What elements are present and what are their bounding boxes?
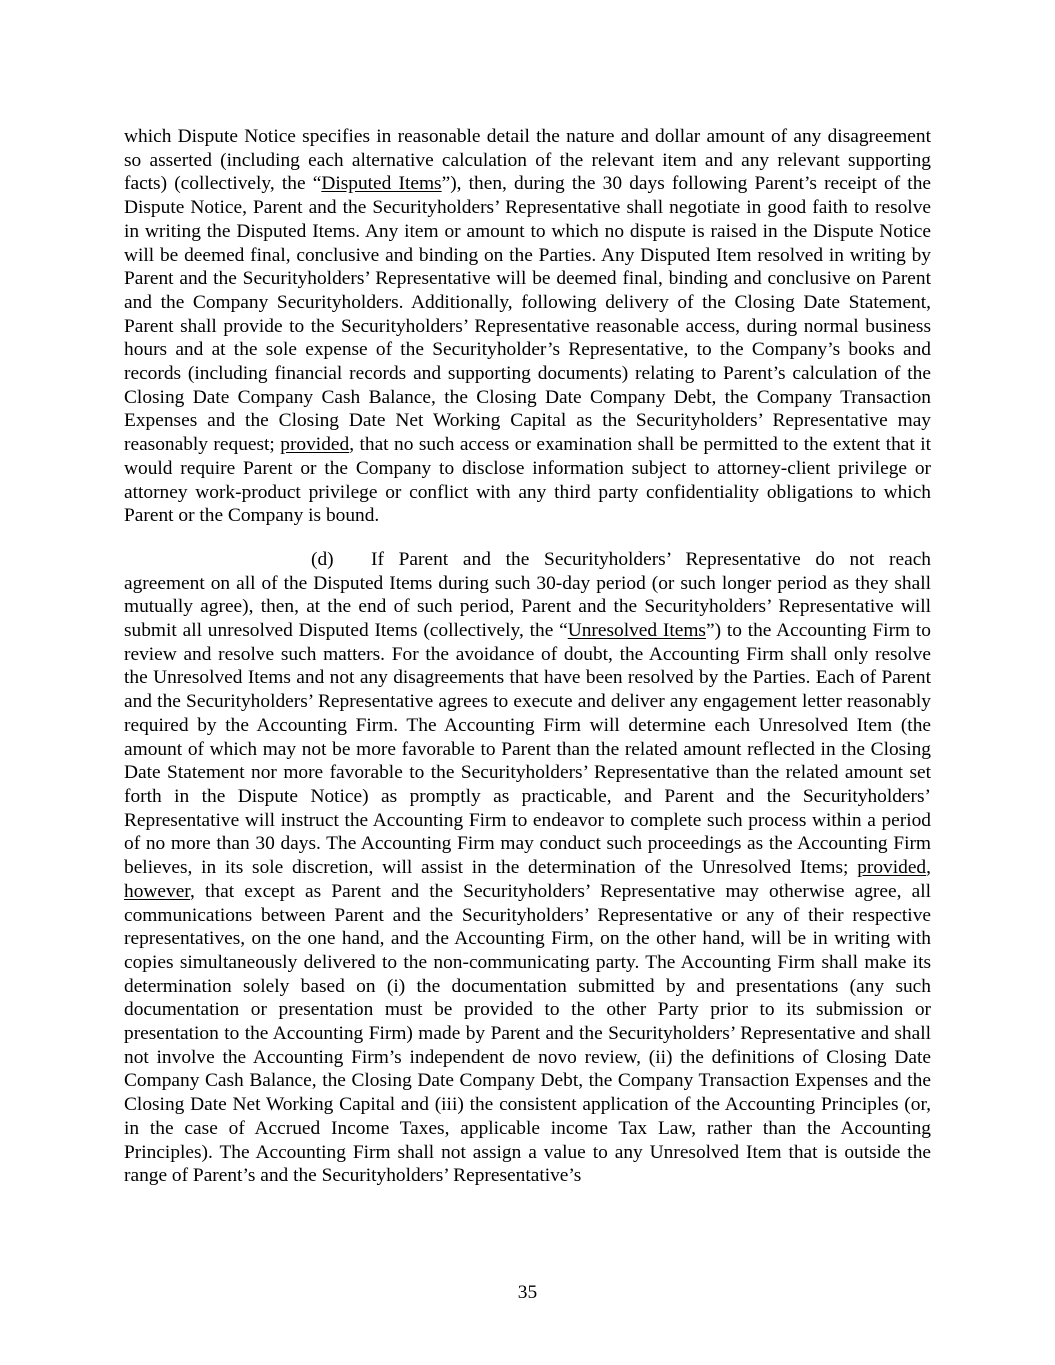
defined-term-unresolved-items: Unresolved Items <box>567 620 706 642</box>
paragraph-d-text-3: , <box>926 857 931 879</box>
paragraph-d-marker: (d) <box>311 548 334 570</box>
defined-term-disputed-items: Disputed Items <box>321 173 442 195</box>
paragraph-c-continuation <box>124 125 931 528</box>
paragraph-d-text-1: If Parent and the Securityholders’ Representative do not reach agreement on all of the Disputed Items during such 30-day period (or such longer period as they shall mutually agree), then, at the end of such period, Parent and the Securityholders’ Representative will submit all unresolved Disputed Items (collectively, the “ <box>124 548 931 642</box>
term-however: however <box>124 880 190 902</box>
paragraph-c-text-1: which Dispute Notice specifies in reasonable detail the nature and dollar amount of any disagreement so asserted (including each alternative calculation of the relevant item and any relevant supporting facts) (collectively, the “ <box>124 126 931 195</box>
document-page <box>124 125 931 1188</box>
paragraph-d <box>124 548 931 1188</box>
paragraph-d-text-2: ”) to the Accounting Firm to review and resolve such matters. For the avoidance of doubt, the Accounting Firm shall only resolve the Unresolved Items and not any disagreements that have been resolved by the Parties. Each of Parent and the Securityholders’ Representative agrees to execute and deliver any engagement letter reasonably required by the Accounting Firm. The Accounting Firm will determine each Unresolved Item (the amount of which may not be more favorable to Parent than the related amount reflected in the Closing Date Statement nor more favorable to the Securityholders’ Representative than the related amount set forth in the Dispute Notice) as promptly as practicable, and Parent and the Securityholders’ Representative will instruct the Accounting Firm to endeavor to complete such process within a period of no more than 30 days. The Accounting Firm may conduct such proceedings as the Accounting Firm believes, in its sole discretion, will assist in the determination of the Unresolved Items; <box>124 620 931 879</box>
term-provided: provided <box>857 857 927 879</box>
term-provided: provided <box>280 434 350 456</box>
paragraph-c-text-2: ”), then, during the 30 days following Parent’s receipt of the Dispute Notice, Parent and the Securityholders’ Representative shall negotiate in good faith to resolve in writing the Disputed Items. Any item or amount to which no dispute is raised in the Dispute Notice will be deemed final, conclusive and binding on the Parties. Any Disputed Item resolved in writing by Parent and the Securityholders’ Representative will be deemed final, binding and conclusive on Parent and the Company Securityholders. Additionally, following delivery of the Closing Date Statement, Parent shall provide to the Securityholders’ Representative reasonable access, during normal business hours and at the sole expense of the Securityholder’s Representative, to the Company’s books and records (including financial records and supporting documents) relating to Parent’s calculation of the Closing Date Company Cash Balance, the Closing Date Company Debt, the Company Transaction Expenses and the Closing Date Net Working Capital as the Securityholders’ Representative may reasonably request; <box>124 173 931 456</box>
page-number: 35 <box>517 1282 538 1303</box>
paragraph-c-text-3: , that no such access or examination shall be permitted to the extent that it would require Parent or the Company to disclose information subject to attorney-client privilege or attorney work-product privilege or conflict with any third party confidentiality obligations to which Parent or the Company is bound. <box>124 434 931 527</box>
paragraph-d-text-4: , that except as Parent and the Securityholders’ Representative may otherwise agree, all communications between Parent and the Securityholders’ Representative or any of their respective representatives, on the one hand, and the Accounting Firm, on the other hand, will be in writing with copies simultaneously delivered to the non-communicating party. The Accounting Firm shall make its determination solely based on (i) the documentation submitted by and presentations (any such documentation or presentation must be provided to the other Party prior to its submission or presentation to the Accounting Firm) made by Parent and the Securityholders’ Representative and shall not involve the Accounting Firm’s independent de novo review, (ii) the definitions of Closing Date Company Cash Balance, the Closing Date Company Debt, the Company Transaction Expenses and the Closing Date Net Working Capital and (iii) the consistent application of the Accounting Principles (or, in the case of Accrued Income Taxes, applicable income Tax Law, rather than the Accounting Principles). The Accounting Firm shall not assign a value to any Unresolved Item that is outside the range of Parent’s and the Securityholders’ Representative’s <box>124 880 931 1187</box>
